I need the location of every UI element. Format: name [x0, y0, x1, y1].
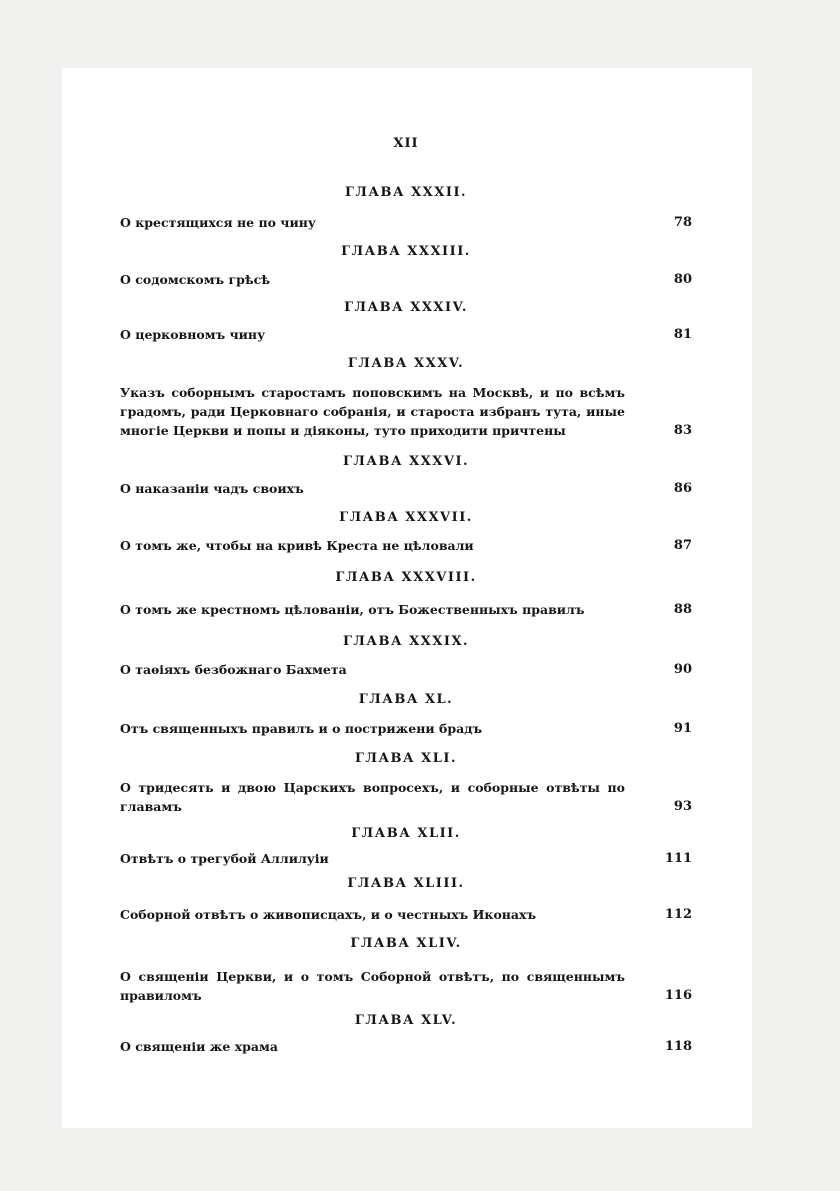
toc-entry[interactable] [120, 660, 692, 679]
entry-page: 116 [664, 988, 692, 1003]
chapter-heading: ГЛАВА XLII. [351, 826, 461, 841]
chapter-heading: ГЛАВА XXXII. [344, 185, 468, 200]
entry-page: 80 [673, 272, 692, 287]
entry-page: 93 [673, 799, 692, 814]
entry-page: 118 [664, 1039, 692, 1054]
entry-title: О крестящихся не по чину [120, 215, 316, 230]
chapter-heading: ГЛАВА XLV. [354, 1013, 458, 1028]
chapter-heading: ГЛАВА XXXVIII. [335, 570, 477, 585]
page-number: XII [393, 136, 419, 151]
entry-title: О церковномъ чину [120, 327, 266, 342]
entry-title: О наказаніи чадъ своихъ [120, 481, 304, 496]
chapter-heading: ГЛАВА XLI. [355, 751, 457, 766]
chapter-heading: ГЛАВА XXXV. [347, 356, 465, 371]
toc-entry[interactable] [120, 849, 692, 868]
entry-page: 111 [664, 851, 692, 866]
entry-title: О томъ же крестномъ цѣлованіи, отъ Божественныхъ правилъ [120, 602, 585, 617]
toc-entry[interactable] [120, 905, 692, 924]
entry-page: 78 [673, 215, 692, 230]
toc-entry[interactable] [120, 383, 692, 440]
chapter-heading: ГЛАВА XLIII. [347, 876, 465, 891]
chapter-heading: ГЛАВА XXXIV. [344, 300, 468, 315]
chapter-heading: ГЛАВА XLIV. [350, 936, 462, 951]
toc-entry[interactable] [120, 967, 692, 1005]
toc-entry[interactable] [120, 325, 692, 344]
entry-page: 91 [673, 721, 692, 736]
entry-title: Отвѣтъ о трегубой Аллилуіи [120, 851, 329, 866]
entry-page: 112 [664, 907, 692, 922]
chapter-heading: ГЛАВА XXXIII. [341, 244, 471, 259]
entry-page: 83 [673, 423, 692, 438]
toc-entry[interactable] [120, 600, 692, 619]
entry-page: 90 [673, 662, 692, 677]
chapter-heading: ГЛАВА XXXVII. [339, 510, 473, 525]
toc-entry[interactable] [120, 213, 692, 232]
entry-title: О священіи Церкви, и о томъ Соборной отвѣтъ, по священнымъ правиломъ [120, 969, 625, 1003]
entry-title: Соборной отвѣтъ о живописцахъ, и о честныхъ Иконахъ [120, 907, 537, 922]
entry-page: 81 [673, 327, 692, 342]
chapter-heading: ГЛАВА XXXVI. [342, 454, 470, 469]
entry-title: О священіи же храма [120, 1039, 278, 1054]
entry-title: Отъ священныхъ правилъ и о пострижени брадъ [120, 721, 483, 736]
chapter-heading: ГЛАВА XL. [358, 692, 454, 707]
toc-entry[interactable] [120, 778, 692, 816]
entry-title: О тридесять и двою Царскихъ вопросехъ, и соборные отвѣты по главамъ [120, 780, 625, 814]
toc-entry[interactable] [120, 270, 692, 289]
entry-title: О томъ же, чтобы на кривѣ Креста не цѣловали [120, 538, 474, 553]
chapter-heading: ГЛАВА XXXIX. [342, 634, 470, 649]
entry-page: 86 [673, 481, 692, 496]
entry-title: Указъ соборнымъ старостамъ поповскимъ на Москвѣ, и по всѣмъ градомъ, ради Церковнаго собранія, и староста избранъ тута, иные многіе Церкви и попы и діяконы, туто приходити причтены [120, 385, 625, 438]
toc-entry[interactable] [120, 536, 692, 555]
toc-entry[interactable] [120, 719, 692, 738]
toc-entry[interactable] [120, 479, 692, 498]
toc-entry[interactable] [120, 1037, 692, 1056]
entry-page: 88 [673, 602, 692, 617]
entry-title: О содомскомъ грѣсѣ [120, 272, 271, 287]
entry-page: 87 [673, 538, 692, 553]
entry-title: О таѳіяхъ безбожнаго Бахмета [120, 662, 347, 677]
